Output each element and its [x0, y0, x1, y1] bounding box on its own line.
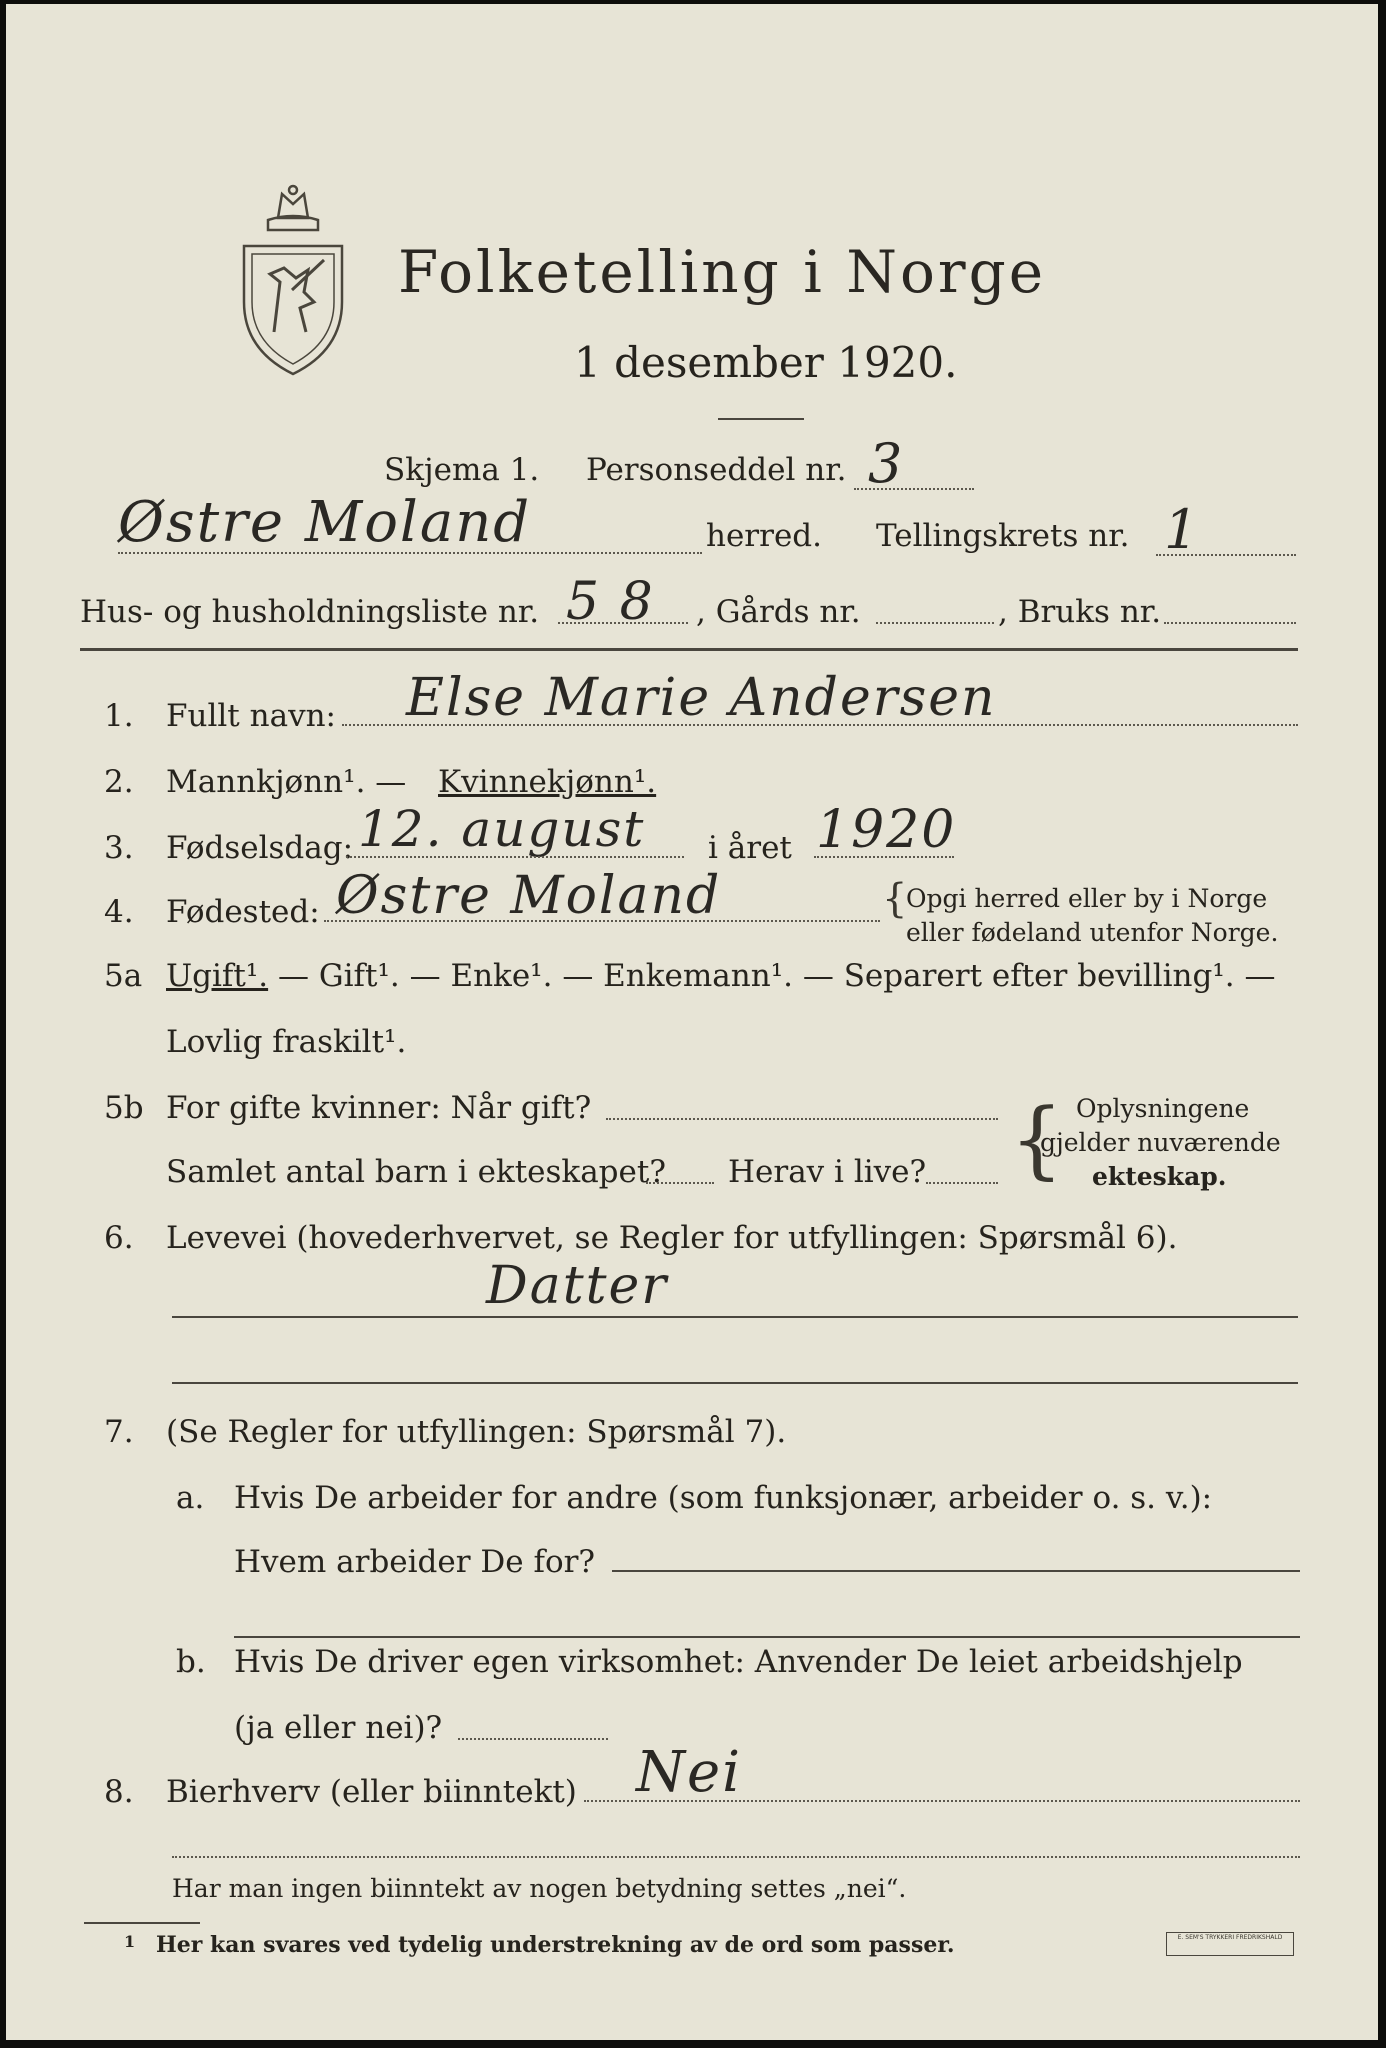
q7a-text: Hvis De arbeider for andre (som funksjonær, arbeider o. s. v.): [234, 1480, 1213, 1516]
q5b-married-line [606, 1118, 998, 1120]
q5b-children-label: Samlet antal barn i ekteskapet? [166, 1154, 666, 1190]
q5b-alive-label: Herav i live? [728, 1154, 927, 1190]
q3-year-label: i året [708, 830, 792, 866]
q5b-brace: { [1010, 1090, 1064, 1188]
q5a-options[interactable]: — Gift¹. — Enke¹. — Enkemann¹. — Separert efter bevilling¹. — [278, 958, 1276, 994]
q7b-letter: b. [176, 1644, 206, 1680]
q4-note-1: Opgi herred eller by i Norge [906, 884, 1268, 913]
q7a-employer-label: Hvem arbeider De for? [234, 1544, 596, 1580]
q5b-children-line [646, 1182, 714, 1184]
header-rule [80, 648, 1298, 651]
gards-label: , Gårds nr. [696, 594, 861, 630]
q3-line [346, 856, 684, 858]
q2-number: 2. [104, 764, 134, 800]
q6-label: Levevei (hovederhvervet, se Regler for utfyllingen: Spørsmål 6). [166, 1220, 1178, 1256]
q3-number: 3. [104, 830, 134, 866]
personseddel-label: Personseddel nr. [586, 452, 847, 488]
q1-line [342, 724, 1298, 726]
q7b-text: Hvis De driver egen virksomhet: Anvender De leiet arbeidshjelp [234, 1644, 1243, 1680]
q7a-employer-line [612, 1570, 1300, 1572]
full-name-value[interactable]: Else Marie Andersen [406, 668, 997, 728]
personseddel-value[interactable]: 3 [868, 432, 905, 495]
q8-number: 8. [104, 1774, 134, 1810]
q1-number: 1. [104, 698, 134, 734]
q4-line [324, 920, 880, 922]
secondary-income-value[interactable]: Nei [636, 1740, 743, 1805]
q5a-number: 5a [104, 958, 143, 994]
q5b-alive-line [926, 1182, 998, 1184]
q7b-yesno-label: (ja eller nei)? [234, 1710, 443, 1746]
q6-number: 6. [104, 1220, 134, 1256]
hus-value[interactable]: 5 8 [566, 572, 655, 632]
q3-year-line [814, 856, 954, 858]
q4-number: 4. [104, 894, 134, 930]
birthplace-value[interactable]: Østre Moland [336, 866, 722, 926]
birthday-value[interactable]: 12. august [358, 800, 646, 858]
tellingskrets-value[interactable]: 1 [1164, 498, 1201, 561]
q5b-note-2: gjelder nuværende [1040, 1128, 1281, 1157]
q5a-fraskilt[interactable]: Lovlig fraskilt¹. [166, 1024, 407, 1060]
birth-year-value[interactable]: 1920 [816, 800, 957, 860]
form-title: Folketelling i Norge [398, 238, 1047, 306]
tellingskrets-label: Tellingskrets nr. [876, 518, 1130, 554]
tellingskrets-line [1156, 554, 1296, 556]
footnote-text: Her kan svares ved tydelig understrekning av de ord som passer. [156, 1932, 955, 1958]
gards-line [876, 622, 994, 624]
q3-label: Fødselsdag: [166, 830, 354, 866]
herred-line [118, 552, 702, 554]
q2-kvinnekjonn[interactable]: Kvinnekjønn¹. [438, 764, 657, 800]
q5b-label: For gifte kvinner: Når gift? [166, 1090, 592, 1126]
q8-line-2 [172, 1856, 1300, 1858]
herred-label: herred. [706, 518, 822, 554]
census-form [6, 4, 1378, 2040]
q4-label: Fødested: [166, 894, 320, 930]
q8-label: Bierhverv (eller biinntekt) [166, 1774, 577, 1810]
printer-stamp: E. SEM'S TRYKKERI FREDRIKSHALD [1166, 1932, 1294, 1956]
footnote-mark: 1 [124, 1932, 136, 1951]
q6-line-1 [172, 1316, 1298, 1318]
bruks-line [1164, 622, 1296, 624]
personseddel-line [854, 488, 974, 490]
q1-label: Fullt navn: [166, 698, 336, 734]
coat-of-arms-icon [234, 182, 352, 382]
census-date: 1 desember 1920. [574, 338, 958, 387]
q2-mannkjonn[interactable]: Mannkjønn¹. — [166, 764, 407, 800]
q5a-ugift[interactable]: Ugift¹. [166, 958, 269, 994]
q5b-number: 5b [104, 1090, 144, 1126]
q4-note-2: eller fødeland utenfor Norge. [906, 918, 1279, 947]
footer-note: Har man ingen biinntekt av nogen betydning settes „nei“. [172, 1874, 907, 1903]
q6-line-2 [172, 1382, 1298, 1384]
q7-label: (Se Regler for utfyllingen: Spørsmål 7). [166, 1414, 787, 1450]
q5b-note-1: Oplysningene [1076, 1094, 1250, 1123]
q7a-line-2 [234, 1636, 1300, 1638]
q8-line [584, 1800, 1300, 1802]
bruks-label: , Bruks nr. [998, 594, 1162, 630]
title-rule [718, 418, 804, 420]
hus-line [558, 622, 688, 624]
footnote-rule [84, 1922, 200, 1924]
q5b-note-3: ekteskap. [1092, 1162, 1227, 1191]
q7-number: 7. [104, 1414, 134, 1450]
hus-label: Hus- og husholdningsliste nr. [80, 594, 540, 630]
occupation-value[interactable]: Datter [486, 1256, 669, 1316]
q7a-letter: a. [176, 1480, 205, 1516]
q4-brace: { [882, 876, 908, 922]
skjema-label: Skjema 1. [384, 452, 540, 488]
herred-value[interactable]: Østre Moland [118, 490, 532, 555]
q7b-yesno-line [458, 1738, 608, 1740]
